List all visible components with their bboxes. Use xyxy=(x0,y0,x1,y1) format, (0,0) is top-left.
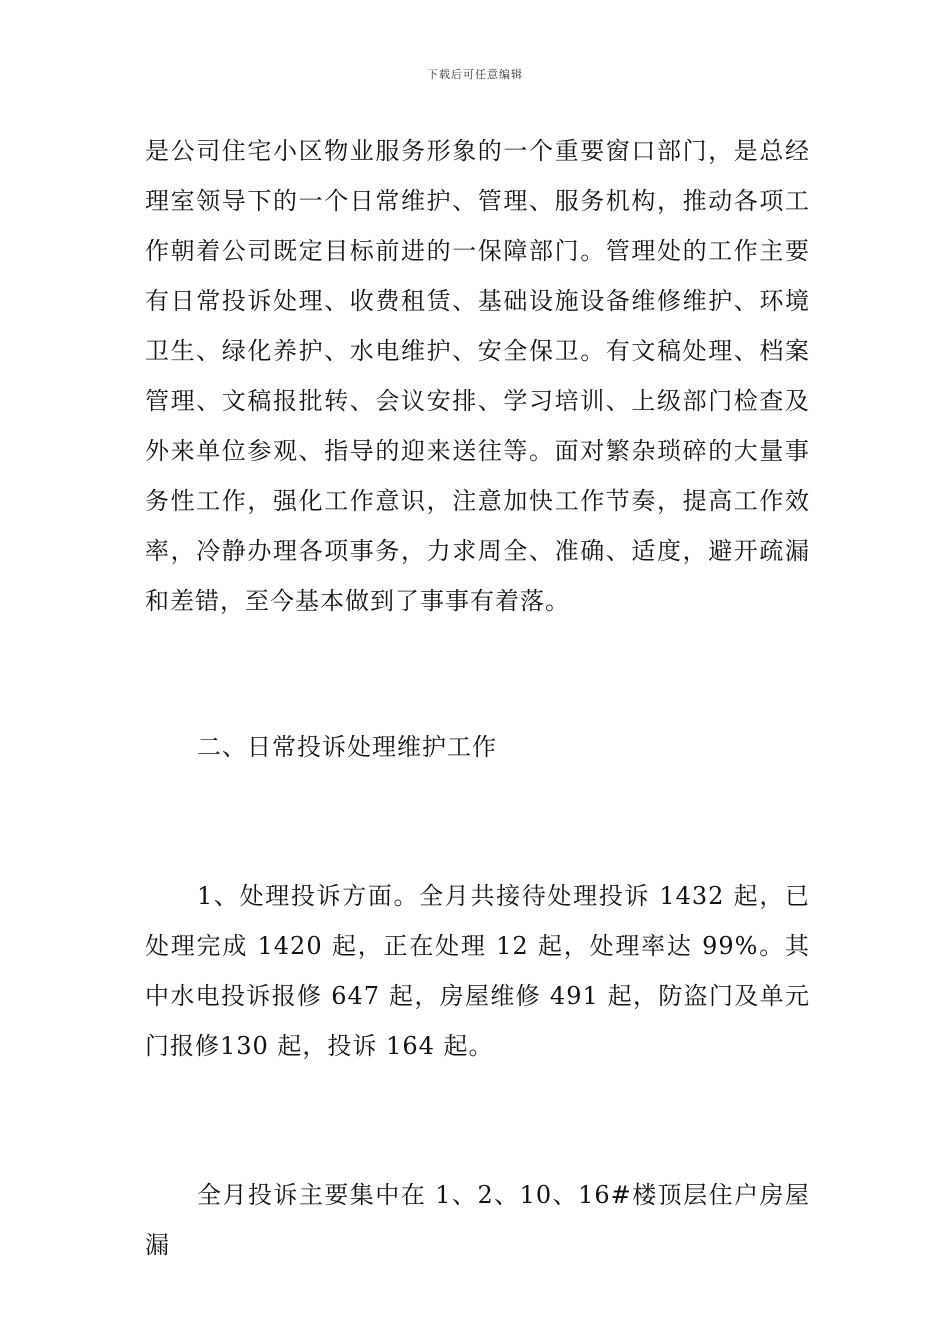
body-paragraph: 全月投诉主要集中在 1、2、10、16#楼顶层住户房屋漏 xyxy=(145,1181,810,1259)
body-paragraph: 1、处理投诉方面。全月共接待处理投诉 1432 起，已处理完成 1420 起，正在处理 12 起，处理率达 99%。其中水电投诉报修 647 起，房屋维修 491 起，防盗门及单元门报修130 起，投诉 164 起。 xyxy=(145,882,810,1060)
body-paragraph: 是公司住宅小区物业服务形象的一个重要窗口部门，是总经理室领导下的一个日常维护、管理、服务机构，推动各项工作朝着公司既定目标前进的一保障部门。管理处的工作主要有日常投诉处理、收费租赁、基础设施设备维修维护、环境卫生、绿化养护、水电维护、安全保卫。有文稿处理、档案管理、文稿报批转、会议安排、学习培训、上级部门检查及外来单位参观、指导的迎来送往等。面对繁杂琐碎的大量事务性工作，强化工作意识，注意加快工作节奏，提高工作效率，冷静办理各项事务，力求周全、准确、适度，避开疏漏和差错，至今基本做到了事事有着落。 xyxy=(145,137,810,615)
section-heading: 二、日常投诉处理维护工作 xyxy=(197,733,497,761)
page-header-note: 下载后可任意编辑 xyxy=(427,68,523,81)
